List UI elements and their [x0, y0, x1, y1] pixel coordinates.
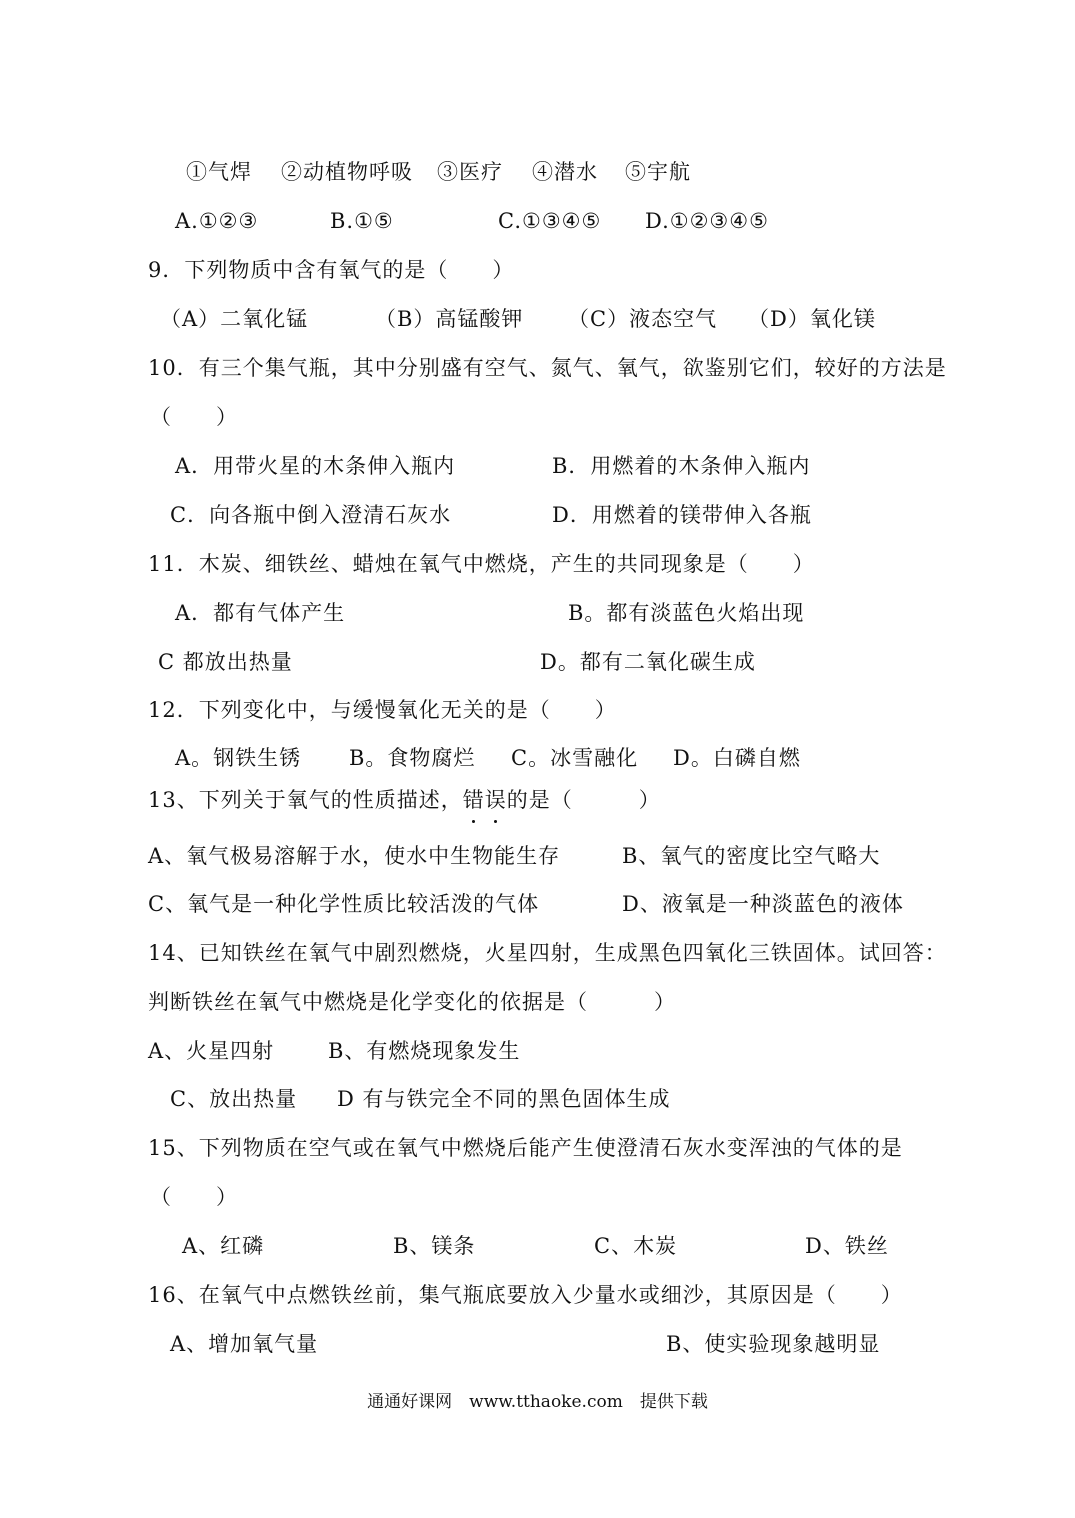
q8-item: ③医疗 [437, 160, 503, 184]
q9-option-a: （A）二氧化锰 [160, 307, 309, 331]
q10-option-a: A．用带火星的木条伸入瓶内 [175, 454, 456, 478]
q13-emphasis-text: 错误 [462, 788, 507, 812]
q13-stem-after: 的是（ ） [506, 788, 661, 812]
q12-option-b: B。食物腐烂 [349, 746, 476, 770]
q10-option-d: D．用燃着的镁带伸入各瓶 [552, 503, 812, 527]
q13-option-a: A、氧气极易溶解于水，使水中生物能生存 [148, 844, 561, 868]
q14-stem-cont: 判断铁丝在氧气中燃烧是化学变化的依据是（ ） [148, 990, 676, 1014]
q14-option-c: C、放出热量 [170, 1087, 298, 1111]
emphasis-dot [472, 820, 475, 823]
q14-stem: 14、已知铁丝在氧气中剧烈燃烧，火星四射，生成黑色四氧化三铁固体。试回答： [148, 941, 947, 965]
q8-option-c: C.①③④⑤ [498, 209, 602, 233]
q10-option-c: C．向各瓶中倒入澄清石灰水 [170, 503, 452, 527]
q12-stem: 12．下列变化中，与缓慢氧化无关的是（ ） [148, 698, 617, 722]
q15-stem: 15、下列物质在空气或在氧气中燃烧后能产生使澄清石灰水变浑浊的气体的是 [148, 1136, 903, 1160]
q8-option-b: B.①⑤ [330, 209, 394, 233]
q12-option-c: C。冰雪融化 [511, 746, 639, 770]
q12-option-a: A。钢铁生锈 [175, 746, 302, 770]
q13-emphasis [463, 786, 507, 814]
q16-stem: 16、在氧气中点燃铁丝前，集气瓶底要放入少量水或细沙，其原因是（ ） [148, 1283, 903, 1307]
q16-option-b: B、使实验现象越明显 [666, 1332, 881, 1356]
q10-stem-cont: （ ） [150, 405, 238, 429]
q11-stem: 11．木炭、细铁丝、蜡烛在氧气中燃烧，产生的共同现象是（ ） [148, 552, 815, 576]
page-footer: 通通好课网 www.tthaoke.com 提供下载 [367, 1392, 708, 1412]
q9-option-c: （C）液态空气 [568, 307, 718, 331]
q13-stem [148, 786, 661, 814]
q14-option-d: D 有与铁完全不同的黑色固体生成 [337, 1087, 671, 1111]
q13-option-c: C、氧气是一种化学性质比较活泼的气体 [148, 892, 540, 916]
q11-option-d: D。都有二氧化碳生成 [540, 650, 756, 674]
q14-option-a: A、火星四射 [148, 1039, 275, 1063]
q13-option-d: D、液氧是一种淡蓝色的液体 [622, 892, 904, 916]
q14-option-b: B、有燃烧现象发生 [328, 1039, 521, 1063]
q9-stem: 9．下列物质中含有氧气的是（ ） [148, 258, 515, 282]
q15-stem-cont: （ ） [150, 1185, 238, 1209]
q9-option-d: （D）氧化镁 [748, 307, 876, 331]
q8-item: ①气焊 [186, 160, 252, 184]
q12-option-d: D。白磷自燃 [673, 746, 801, 770]
emphasis-dot [494, 820, 497, 823]
q15-option-d: D、铁丝 [805, 1234, 889, 1258]
q8-item: ②动植物呼吸 [281, 160, 413, 184]
q11-option-c: C 都放出热量 [158, 650, 293, 674]
q8-option-d: D.①②③④⑤ [645, 209, 769, 233]
q15-option-c: C、木炭 [594, 1234, 678, 1258]
q8-item: ⑤宇航 [625, 160, 691, 184]
q15-option-b: B、镁条 [393, 1234, 476, 1258]
q13-option-b: B、氧气的密度比空气略大 [622, 844, 881, 868]
q15-option-a: A、红磷 [182, 1234, 265, 1258]
q11-option-b: B。都有淡蓝色火焰出现 [568, 601, 805, 625]
q11-option-a: A．都有气体产生 [175, 601, 346, 625]
q8-item: ④潜水 [532, 160, 598, 184]
q10-stem: 10．有三个集气瓶，其中分别盛有空气、氮气、氧气，欲鉴别它们，较好的方法是 [148, 356, 947, 380]
q10-option-b: B．用燃着的木条伸入瓶内 [552, 454, 811, 478]
q8-option-a: A.①②③ [175, 209, 259, 233]
q16-option-a: A、增加氧气量 [170, 1332, 319, 1356]
q9-option-b: （B）高锰酸钾 [375, 307, 524, 331]
q13-stem-before: 13、下列关于氧气的性质描述， [148, 788, 463, 812]
